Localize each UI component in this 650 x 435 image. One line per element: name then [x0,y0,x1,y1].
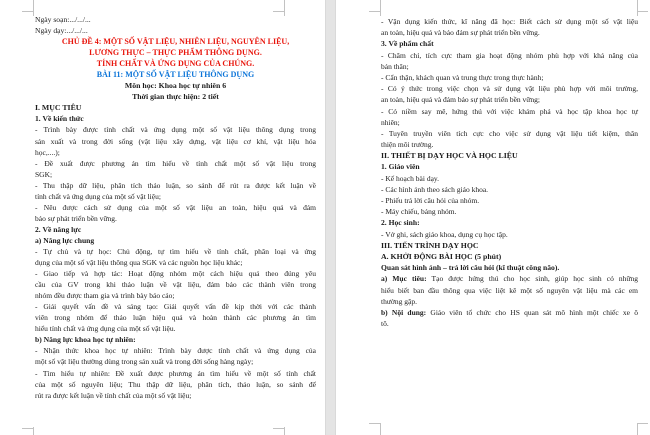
text-segment: - Chăm chỉ, tích cực tham gia hoạt động nhóm phù hợp với khả năng của [381,50,638,60]
text-line [35,390,316,401]
text-line [35,158,316,169]
text-segment: a) Năng lực chung [35,235,95,245]
text-segment: 2. Học sinh: [381,218,420,228]
text-line [381,106,638,117]
text-segment: SGK; [35,169,53,179]
text-line [381,195,638,206]
text-segment: a) Mục tiêu: [381,274,427,284]
text-segment: Ngày dạy:.../.../... [35,26,88,36]
text-segment: - Phiếu trả lời câu hỏi của nhóm. [381,196,480,205]
text-line [381,307,638,318]
text-line [381,16,638,27]
text-segment: - Các hình ảnh theo sách giáo khoa. [381,184,489,194]
text-line [381,128,638,139]
text-line [35,202,316,213]
text-line [35,268,316,279]
text-line [35,47,316,58]
text-line [35,323,316,334]
text-line [35,368,316,379]
margin-mark-icon [637,423,648,424]
text-line [381,38,638,49]
text-line [35,213,316,224]
text-line [35,80,316,91]
margin-mark-icon [273,11,284,12]
text-line [35,356,316,367]
text-line [35,58,316,69]
text-line [35,334,316,345]
text-segment: bản thân; [381,61,409,71]
text-line [35,345,316,356]
text-segment: - Có niềm say mê, hứng thú với việc khám phá và học tập khoa học tự [381,106,638,116]
page-1-text-column [35,14,316,401]
margin-mark-icon [33,0,34,16]
text-segment: - Cẩn thận, khách quan và trung thực trong thực hành; [381,72,544,82]
text-segment: hiểu tính chất và ứng dụng của một số vật liệu. [35,324,176,334]
text-line [381,50,638,61]
text-line [35,246,316,257]
text-segment: II. THIẾT BỊ DẠY HỌC VÀ HỌC LIỆU [381,151,518,161]
text-line [381,27,638,38]
text-segment: - Thu thập dữ liệu, phân tích thảo luận, so sánh để rút ra được kết luận về [35,180,316,190]
text-line [35,25,316,36]
text-segment: hiểu biết ban đầu thông qua việc liệt kê một số nguyên vật liệu mà các em [381,285,638,295]
text-line [35,169,316,180]
text-line [381,72,638,83]
text-line [35,180,316,191]
text-segment: - Trình bày được tính chất và ứng dụng một số vật liệu thông dụng trong [35,125,316,135]
text-line [35,36,316,47]
text-line [381,94,638,105]
text-segment: viên trong nhóm để thảo luận hiệu quả và hoàn thành các phương án tìm [35,313,316,323]
text-segment: sản xuất và trong đời sống (vật liệu xây dựng, vật liệu cơ khí, vật liệu hóa [35,136,316,146]
text-segment: Giáo viên tổ chức cho HS quan sát mô hình một chiếc xe ô [426,307,639,317]
text-segment: thường gặp. [381,296,417,306]
text-segment: 2. Về năng lực [35,224,82,234]
text-line [35,290,316,301]
text-segment: rút ra được kết luận về tính chất của một số vật liệu; [35,390,192,400]
text-segment: an toàn, hiệu quả và đảm bảo sự phát triển bền vững; [381,95,540,105]
text-segment: - Tự chủ và tự học: Chủ động, tự tìm hiểu về tính chất, phân loại và ứng [35,246,316,256]
text-segment: cầu của GV trong khi thảo luận về vật liệu, đảm bảo các thành viên trong [35,280,316,290]
text-line [35,279,316,290]
text-segment: - Đề xuất được phương án tìm hiểu về tính chất một số vật liệu trong [35,158,316,168]
text-segment: - Tìm hiểu tự nhiên: Đề xuất được phương án tìm hiểu về một số tính chất [35,368,316,378]
text-segment: - Vận dụng kiến thức, kĩ năng đã học: Biết cách sử dụng một số vật liệu [381,17,638,26]
text-line [381,217,638,228]
text-line [381,206,638,217]
text-segment: tính chất và ứng dụng của một số vật liệu; [35,191,161,201]
text-segment: b) Nội dung: [381,307,427,317]
text-segment: tô. [381,319,389,329]
text-line [381,262,638,273]
text-line [381,83,638,94]
text-line [381,61,638,72]
text-line [381,161,638,172]
text-segment: III. TIẾN TRÌNH DẠY HỌC [381,240,479,250]
page-gap [325,0,336,435]
text-segment: - Vở ghi, sách giáo khoa, dụng cụ học tập. [381,229,508,239]
text-line [35,113,316,124]
text-segment: - Tuyên truyền viên tích cực cho việc sử dụng vật liệu tiết kiệm, thân [381,128,638,138]
margin-mark-icon [284,0,285,16]
page-2-text-column [381,16,638,329]
text-segment: I. MỤC TIÊU [35,103,82,113]
text-segment: Môn học: Khoa học tự nhiên 6 [124,81,227,91]
text-segment: - Giải quyết vấn đề và sáng tạo: Giải quyết vấn đề kịp thời với các thành [35,302,316,312]
text-line [381,139,638,150]
text-segment: - Máy chiếu, bảng nhóm. [381,207,457,217]
text-line [381,251,638,262]
text-segment: Tạo được hứng thú cho học sinh, giúp học sinh có những [426,274,638,284]
margin-mark-icon [284,427,285,435]
text-segment: dụng của một số vật liệu thông qua SGK và các nguồn học liệu khác; [35,258,243,268]
text-segment: nhiên; [381,117,400,127]
margin-mark-icon [22,11,33,12]
text-segment: CHỦ ĐỀ 4: MỘT SỐ VẬT LIỆU, NHIÊN LIỆU, NGUYÊN LIỆU, [61,37,290,47]
text-segment: học,....); [35,147,60,157]
margin-mark-icon [369,423,380,424]
margin-mark-icon [380,423,381,435]
margin-mark-icon [637,11,648,12]
text-line [35,191,316,202]
text-line [35,124,316,135]
text-segment: LƯƠNG THỰC – THỰC PHẨM THÔNG DỤNG. [89,48,262,58]
text-line [35,257,316,268]
margin-mark-icon [380,0,381,16]
text-segment: - Kế hoạch bài dạy. [381,173,440,183]
text-segment: - Có ý thức trong việc chọn và sử dụng vật liệu phù hợp với môi trường, [381,84,638,94]
text-segment: bảo sự phát triển bền vững. [35,213,117,223]
text-line [381,184,638,195]
text-line [35,91,316,102]
text-segment: TÍNH CHẤT VÀ ỨNG DỤNG CỦA CHÚNG. [96,59,255,69]
text-segment: nhóm đều được tham gia và trình bày báo cáo; [35,291,175,301]
text-line [381,229,638,240]
text-segment: thiện môi trường. [381,140,434,150]
text-segment: A. KHỞI ĐỘNG BÀI HỌC (5 phút) [381,251,502,261]
page-2[interactable] [337,0,650,435]
margin-mark-icon [637,423,638,435]
text-line [35,379,316,390]
text-segment: một số vật liệu thường dùng trong sản xuất và trong đời sống hàng ngày; [35,357,254,367]
margin-mark-icon [273,428,284,429]
text-segment: - Nêu được cách sử dụng của một số vật liệu an toàn, hiệu quả và đảm [35,202,316,212]
text-line [35,312,316,323]
text-line [35,136,316,147]
text-line [381,296,638,307]
text-line [381,150,638,161]
text-segment: 1. Về kiến thức [35,114,84,124]
text-segment: Quan sát hình ảnh – trả lời câu hỏi (kĩ thuật công não). [381,263,560,273]
text-line [381,117,638,128]
text-line [381,285,638,296]
margin-mark-icon [22,428,33,429]
text-line [381,318,638,329]
text-line [35,224,316,235]
text-line [35,147,316,158]
margin-mark-icon [33,427,34,435]
margin-mark-icon [369,11,380,12]
text-segment: BÀI 11: MỘT SỐ VẬT LIỆU THÔNG DỤNG [96,70,255,80]
text-segment: b) Năng lực khoa học tự nhiên: [35,335,136,345]
text-line [35,14,316,25]
text-line [35,102,316,113]
text-line [381,240,638,251]
text-segment: - Giao tiếp và hợp tác: Hoạt động nhóm một cách hiệu quả theo đúng yêu [35,269,316,279]
text-line [381,273,638,284]
text-line [35,301,316,312]
text-segment: 1. Giáo viên [381,162,420,172]
text-line [381,173,638,184]
margin-mark-icon [637,0,638,16]
text-segment: - Nhận thức khoa học tự nhiên: Trình bày được tính chất và ứng dụng của [35,346,316,356]
text-segment: 3. Về phẩm chất [381,39,434,49]
text-line [35,69,316,80]
text-segment: Ngày soạn:.../.../... [35,15,91,24]
text-segment: Thời gian thực hiện: 2 tiết [132,92,219,102]
text-line [35,235,316,246]
text-segment: của một số nguyên liệu; Thu thập dữ liệu, phân tích, thảo luận, so sánh để [35,379,316,389]
text-segment: an toàn, hiệu quả và bảo đảm sự phát triển bền vững. [381,28,540,38]
